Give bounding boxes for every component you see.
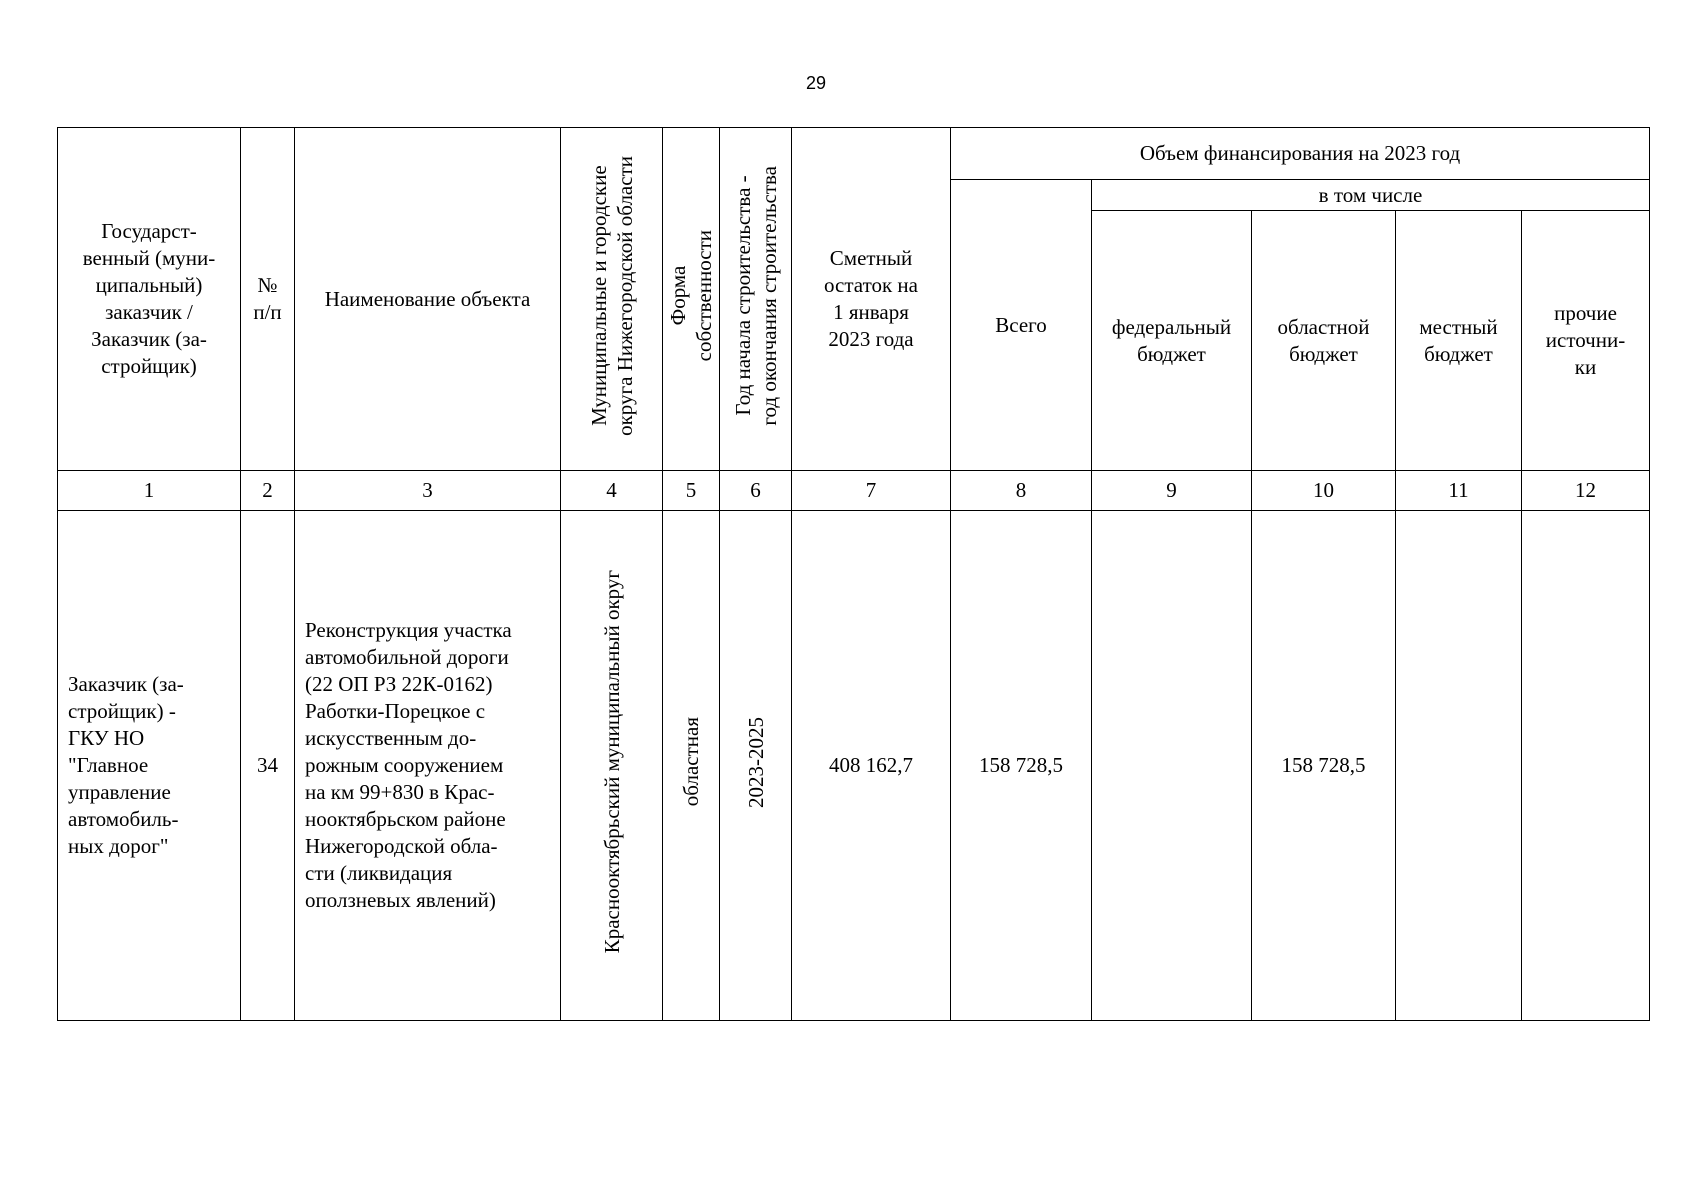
column-number: 4 (561, 471, 663, 511)
header-local: местный бюджет (1396, 211, 1522, 471)
cell-federal (1092, 511, 1252, 1021)
header-estimate: Сметный остаток на 1 января 2023 года (792, 128, 951, 471)
column-number: 9 (1092, 471, 1252, 511)
column-number: 7 (792, 471, 951, 511)
cell-regional: 158 728,5 (1252, 511, 1396, 1021)
header-including: в том числе (1092, 180, 1650, 211)
cell-object-name: Реконструкция участка автомобильной дороги (22 ОП РЗ 22К-0162) Работки-Порецкое с искусственным до- рожным сооружением на км 99+830 в Крас- нооктябрьском районе Нижегородской обла- сти (ликвидация оползневых явлений) (295, 511, 561, 1021)
column-number: 11 (1396, 471, 1522, 511)
cell-number: 34 (241, 511, 295, 1021)
column-number: 2 (241, 471, 295, 511)
column-number: 12 (1522, 471, 1650, 511)
cell-years: 2023-2025 (720, 511, 792, 1021)
header-customer: Государст- венный (муни- ципальный) заказчик / Заказчик (за- стройщик) (58, 128, 241, 471)
header-other: прочие источни- ки (1522, 211, 1650, 471)
financing-table (57, 127, 1650, 1021)
cell-local (1396, 511, 1522, 1021)
header-total: Всего (951, 180, 1092, 471)
header-regional: областной бюджет (1252, 211, 1396, 471)
header-municipality: Муниципальные и городские округа Нижегородской области (561, 128, 663, 471)
header-number: № п/п (241, 128, 295, 471)
column-number: 6 (720, 471, 792, 511)
header-ownership: Форма собственности (663, 128, 720, 471)
header-years: Год начала строительства - год окончания строительства (720, 128, 792, 471)
column-number: 8 (951, 471, 1092, 511)
cell-total: 158 728,5 (951, 511, 1092, 1021)
header-financing-group: Объем финансирования на 2023 год (951, 128, 1650, 180)
column-number: 5 (663, 471, 720, 511)
cell-estimate: 408 162,7 (792, 511, 951, 1021)
column-number: 1 (58, 471, 241, 511)
header-federal: федеральный бюджет (1092, 211, 1252, 471)
page-number: 29 (805, 73, 827, 93)
cell-ownership: областная (663, 511, 720, 1021)
cell-municipality: Краснооктябрьский муниципальный округ (561, 511, 663, 1021)
column-number: 10 (1252, 471, 1396, 511)
cell-other (1522, 511, 1650, 1021)
cell-customer: Заказчик (за- стройщик) - ГКУ НО "Главное управление автомобиль- ных дорог" (58, 511, 241, 1021)
header-object-name: Наименование объекта (295, 128, 561, 471)
column-number: 3 (295, 471, 561, 511)
table-row (58, 511, 1650, 1021)
